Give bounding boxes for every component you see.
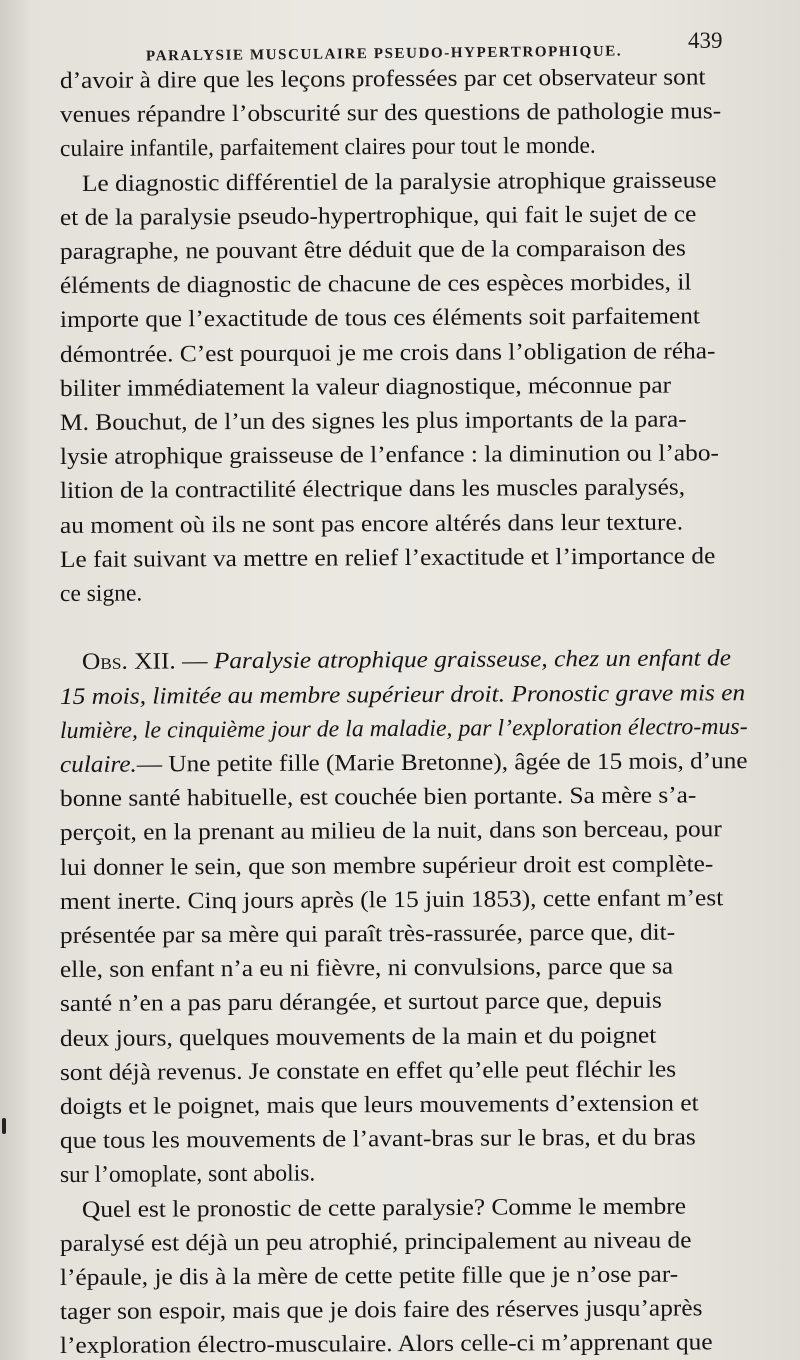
text-line — [60, 100, 721, 127]
line-text: ment inerte. Cinq jours après (le 15 juin 1853), cette enfant m’est — [59, 885, 724, 915]
line-text: démontrée. C’est pourquoi je me crois dans l’obligation de réha- — [59, 337, 716, 368]
line-text: Paralysie atrophique graisseuse, chez un enfant de — [213, 645, 732, 675]
text-line — [59, 1261, 679, 1291]
line-text: bonne santé habituelle, est couchée bien portante. Sa mère s’a- — [59, 782, 697, 813]
text-line — [60, 442, 719, 469]
text-line — [59, 919, 676, 949]
line-text: biliter immédiatement la valeur diagnostique, méconnue par — [59, 372, 672, 402]
text-line — [59, 1295, 703, 1326]
line-text: d’avoir à dire que les leçons professées par cet observateur sont — [59, 64, 706, 94]
text-line — [60, 66, 706, 93]
line-text: elle, son enfant n’a eu ni fièvre, ni convulsions, parce que sa — [59, 953, 674, 984]
line-text: que tous les mouvements de l’avant-bras sur le bras, et du bras — [59, 1124, 696, 1155]
page-number: 439 — [688, 28, 723, 53]
line-text: venues répandre l’obscurité sur des questions de pathologie mus- — [59, 98, 722, 129]
text-line — [59, 269, 692, 300]
running-title: PARALYSIE MUSCULAIRE PSEUDO-HYPERTROPHIQUE. — [145, 43, 623, 65]
text-line — [60, 408, 687, 435]
line-text: paralysé est déjà un peu atrophié, principalement au niveau de — [59, 1227, 692, 1257]
text-line — [59, 953, 674, 984]
text-line — [59, 782, 697, 813]
text-line — [60, 203, 697, 230]
text-line — [60, 374, 671, 401]
line-text: M. Bouchut, de l’un des signes les plus importants de la para- — [59, 406, 687, 436]
text-line — [59, 713, 748, 744]
line-text: Le diagnostic différentiel de la paralysie atrophique graisseuse — [81, 167, 717, 197]
line-text: tager son espoir, mais que je dois faire des réserves jusqu’après — [59, 1295, 703, 1326]
line-text: importe que l’exactitude de tous ces éléments soit parfaitement — [59, 303, 700, 334]
text-line — [59, 987, 662, 1018]
line-text-continuation: — Une petite fille (Marie Bretonne), âgée de 15 mois, d’une — [136, 748, 748, 778]
line-text: Quel est le pronostic de cette paralysie? Comme le membre — [81, 1193, 687, 1223]
text-line — [59, 1160, 316, 1189]
line-text: sur l’omoplate, sont abolis. — [59, 1160, 316, 1189]
text-line — [60, 545, 716, 572]
text-line — [81, 645, 732, 676]
text-line — [60, 511, 683, 538]
text-line — [60, 135, 596, 162]
line-text: ce signe. — [59, 580, 143, 607]
line-text: au moment où ils ne sont pas encore altérés dans leur texture. — [59, 509, 684, 539]
line-text: Le fait suivant va mettre en relief l’exactitude et l’importance de — [59, 543, 716, 573]
running-head — [60, 28, 760, 68]
line-text: deux jours, quelques mouvements de la main et du poignet — [59, 1022, 657, 1052]
line-text: l’exploration électro-musculaire. Alors celle-ci m’apprenant que — [59, 1329, 713, 1360]
text-line — [60, 1229, 692, 1256]
text-line — [59, 303, 700, 334]
line-text: éléments de diagnostic de chacune de ces espèces morbides, il — [59, 269, 692, 300]
text-line — [59, 337, 716, 368]
text-line — [60, 1024, 656, 1051]
line-text: et de la paralysie pseudo-hypertrophique, qui fait le sujet de ce — [59, 201, 697, 231]
line-text: doigts et le poignet, mais que leurs mouvements d’extension et — [59, 1090, 699, 1120]
observation-label: Obs. XII. — — [81, 648, 214, 676]
line-text: lui donner le sein, que son membre supérieur droit est complète- — [59, 850, 714, 881]
text-line — [59, 1124, 696, 1155]
line-text: sont déjà revenus. Je constate en effet qu’elle peut fléchir les — [59, 1056, 677, 1086]
text-line — [60, 1092, 699, 1119]
text-line — [59, 474, 686, 505]
text-line — [59, 850, 714, 881]
text-line — [59, 816, 722, 847]
text-line — [60, 582, 142, 606]
line-text: culaire. — [59, 751, 137, 778]
text-line — [59, 1329, 713, 1360]
line-text: paragraphe, ne pouvant être déduit que de la comparaison des — [59, 235, 686, 265]
text-line — [60, 887, 723, 914]
line-text: lition de la contractilité électrique dans les muscles paralysés, — [59, 474, 686, 505]
text-line — [60, 750, 748, 777]
line-text: présentée par sa mère qui paraît très-rassurée, parce que, dit- — [59, 919, 676, 949]
line-text: l’épaule, je dis à la mère de cette petite fille que je n’ose par- — [59, 1261, 679, 1291]
line-text: culaire infantile, parfaitement claires pour tout le monde. — [59, 133, 596, 163]
text-line — [82, 169, 717, 196]
text-line — [60, 1058, 676, 1085]
text-line — [60, 237, 686, 264]
line-text: lysie atrophique graisseuse de l’enfance : la diminution ou l’abo- — [59, 440, 720, 471]
margin-mark — [2, 1118, 6, 1134]
line-text: perçoit, en la prenant au milieu de la nuit, dans son berceau, pour — [59, 816, 722, 847]
text-line — [82, 1195, 686, 1222]
line-text: santé n’en a pas paru dérangée, et surtout parce que, depuis — [59, 987, 662, 1018]
line-text: lumière, le cinquième jour de la maladie, par l’exploration électro-mus- — [59, 713, 748, 744]
line-text: 15 mois, limitée au membre supérieur droit. Pronostic grave mis en — [59, 679, 746, 710]
text-line — [59, 679, 746, 710]
